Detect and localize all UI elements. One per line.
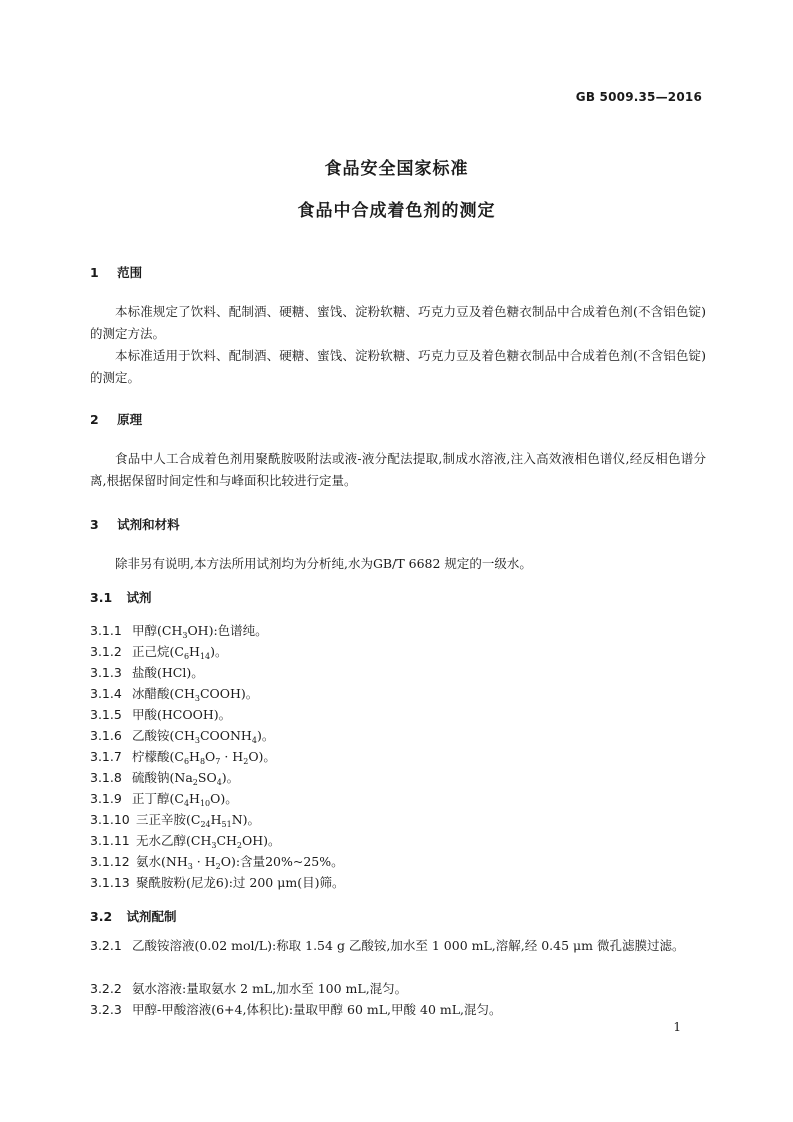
section-title: 试剂 [126, 590, 152, 605]
section-3-paragraph-1: 除非另有说明,本方法所用试剂均为分析纯,水为GB/T 6682 规定的一级水。 [115, 556, 532, 571]
reagent-item: 3.1.2 正己烷$(C_6H_{14})$。 [90, 644, 228, 661]
section-1-paragraph-2: 本标准适用于饮料、配制酒、硬糖、蜜饯、淀粉软糖、巧克力豆及着色糖衣制品中合成着色剂(不含铝色锭)的测定。 [90, 348, 706, 385]
reagent-item: 3.1.12 氨水$(NH_3 \cdot H_2O)$:含量20%~25%。 [90, 854, 344, 871]
reagent-item: 3.1.5 甲酸(HCOOH)。 [90, 707, 232, 722]
section-number: 1 [90, 265, 99, 280]
reagent-item: 3.1.13 聚酰胺粉(尼龙6):过 200 μm(目)筛。 [90, 875, 345, 890]
reagent-item: 3.1.7 柠檬酸$(C_6H_8O_7 \cdot H_2O)$。 [90, 749, 276, 766]
section-1-paragraph-1: 本标准规定了饮料、配制酒、硬糖、蜜饯、淀粉软糖、巧克力豆及着色糖衣制品中合成着色剂(不含铝色锭)的测定方法。 [90, 304, 706, 341]
section-title: 原理 [117, 412, 143, 427]
section-2-paragraph-1: 食品中人工合成着色剂用聚酰胺吸附法或液-液分配法提取,制成水溶液,注入高效液相色谱仪,经反相色谱分离,根据保留时间定性和与峰面积比较进行定量。 [90, 451, 706, 488]
section-3-1-heading [90, 588, 152, 606]
section-title: 试剂配制 [126, 909, 177, 924]
title-line-1: 食品安全国家标准 [324, 159, 469, 179]
section-2-heading [90, 410, 142, 428]
reagent-item: 3.1.6 乙酸铵$(CH_3COONH_4)$。 [90, 728, 275, 745]
reagent-item: 3.1.11 无水乙醇$(CH_3CH_2OH)$。 [90, 833, 281, 850]
standard-code: GB 5009.35—2016 [575, 90, 702, 104]
preparation-item: 3.2.1 乙酸铵溶液(0.02 mol/L):称取 1.54 g 乙酸铵,加水至 1 000 mL,溶解,经 0.45 μm 微孔滤膜过滤。 [90, 938, 685, 953]
reagent-item: 3.1.4 冰醋酸$(CH_3COOH)$。 [90, 686, 259, 703]
section-number: 3.2 [90, 909, 113, 924]
reagent-item: 3.1.9 正丁醇$(C_4H_{10}O)$。 [90, 791, 238, 808]
page-number: 1 [673, 1020, 681, 1034]
section-title: 试剂和材料 [117, 517, 180, 532]
section-number: 3 [90, 517, 99, 532]
title-line-2: 食品中合成着色剂的测定 [297, 201, 496, 221]
section-3-2-heading [90, 907, 177, 925]
section-3-heading [90, 515, 180, 533]
section-number: 3.1 [90, 590, 113, 605]
reagent-item: 3.1.8 硫酸钠$(Na_2SO_4)$。 [90, 770, 240, 787]
reagent-item: 3.1.1 甲醇$(CH_3OH)$:色谱纯。 [90, 623, 268, 640]
section-title: 范围 [117, 265, 143, 280]
preparation-item: 3.2.2 氨水溶液:量取氨水 2 mL,加水至 100 mL,混匀。 [90, 981, 408, 996]
reagent-item: 3.1.10 三正辛胺$(C_{24}H_{51}N)$。 [90, 812, 261, 829]
reagent-item: 3.1.3 盐酸(HCl)。 [90, 665, 204, 680]
section-number: 2 [90, 412, 99, 427]
section-1-heading [90, 263, 142, 281]
preparation-item: 3.2.3 甲醇-甲酸溶液(6+4,体积比):量取甲醇 60 mL,甲酸 40 mL,混匀。 [90, 1002, 502, 1017]
